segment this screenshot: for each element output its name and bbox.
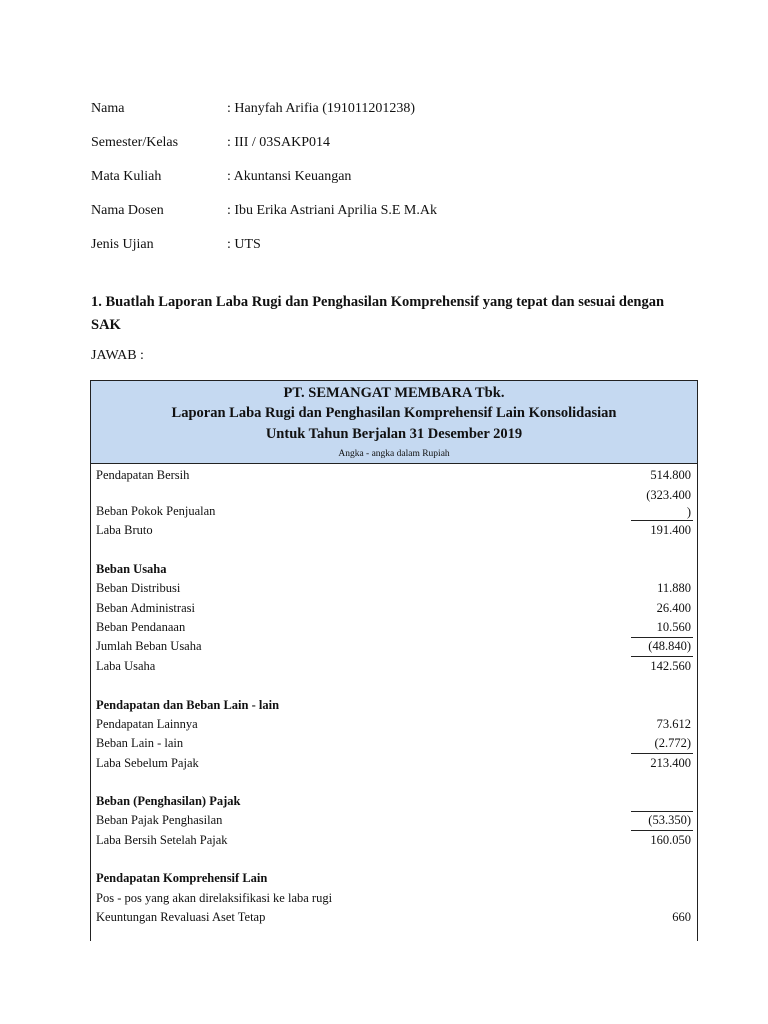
section-heading: Beban (Penghasilan) Pajak (96, 794, 241, 808)
info-row-nama (91, 92, 437, 126)
unit-note: Angka - angka dalam Rupiah (338, 449, 450, 459)
row-label: Laba Sebelum Pajak (96, 756, 199, 770)
info-label: Nama Dosen (91, 203, 164, 218)
row-value: 514.800 (650, 468, 691, 482)
row-value: (2.772) (654, 736, 691, 750)
student-info (91, 92, 437, 262)
info-label: Semester/Kelas (91, 135, 179, 150)
section-heading: Pendapatan dan Beban Lain - lain (96, 698, 280, 712)
row-label: Beban Administrasi (96, 601, 195, 615)
info-label: Jenis Ujian (91, 237, 154, 252)
row-laba-usaha (91, 657, 697, 676)
row-value: (48.840) (648, 639, 691, 653)
row-value: (53.350) (648, 813, 691, 827)
info-row-semester (91, 126, 437, 160)
info-row-jenis-ujian (91, 228, 437, 262)
row-beban-pokok (91, 485, 697, 521)
info-label: Nama (91, 101, 125, 116)
row-beban-pendanaan (91, 618, 697, 637)
row-revaluasi (91, 908, 697, 927)
income-statement (90, 380, 698, 941)
row-label: Pos - pos yang akan direlaksifikasi ke laba rugi (96, 891, 333, 905)
row-laba-sebelum-pajak (91, 754, 697, 773)
section-heading: Pendapatan Komprehensif Lain (96, 871, 268, 885)
row-laba-bruto (91, 521, 697, 540)
row-label: Keuntungan Revaluasi Aset Tetap (96, 910, 266, 924)
row-label: Beban Lain - lain (96, 736, 184, 750)
row-pendapatan-bersih (91, 466, 697, 485)
row-beban-usaha-head (91, 560, 697, 579)
row-value: 11.880 (657, 581, 691, 595)
row-beban-distribusi (91, 579, 697, 598)
row-value: 191.400 (650, 523, 691, 537)
row-value: 142.560 (650, 659, 691, 673)
statement-header (91, 381, 697, 464)
row-value: 160.050 (650, 833, 691, 847)
row-jumlah-beban-usaha (91, 637, 697, 656)
row-label: Beban Distribusi (96, 581, 181, 595)
row-laba-bersih (91, 831, 697, 850)
info-value: : Ibu Erika Astriani Aprilia S.E M.Ak (227, 203, 437, 218)
row-label: Jumlah Beban Usaha (96, 639, 202, 653)
info-row-mata-kuliah (91, 160, 437, 194)
row-value: 73.612 (656, 717, 691, 731)
company-name: PT. SEMANGAT MEMBARA Tbk. (283, 385, 505, 401)
row-lain-head (91, 696, 697, 715)
row-label: Laba Usaha (96, 659, 156, 673)
info-row-dosen (91, 194, 437, 228)
row-value: 10.560 (656, 620, 691, 634)
value-line: ) (686, 505, 691, 519)
statement-title: Laporan Laba Rugi dan Penghasilan Komprehensif Lain Konsolidasian (171, 405, 617, 421)
row-oci-head (91, 869, 697, 888)
row-label: Beban Pokok Penjualan (96, 504, 216, 518)
question-text: 1. Buatlah Laporan Laba Rugi dan Penghasilan Komprehensif yang tepat dan sesuai dengan SAK (91, 294, 665, 333)
info-value: : UTS (227, 237, 261, 252)
section-heading: Beban Usaha (96, 562, 167, 576)
row-label: Laba Bersih Setelah Pajak (96, 833, 228, 847)
row-value (646, 487, 691, 521)
row-label: Beban Pajak Penghasilan (96, 813, 223, 827)
row-label: Pendapatan Bersih (96, 468, 190, 482)
value-line: (323.400 (646, 488, 691, 502)
row-label: Beban Pendanaan (96, 620, 186, 634)
row-value: 213.400 (650, 756, 691, 770)
row-beban-administrasi (91, 599, 697, 618)
info-label: Mata Kuliah (91, 169, 162, 184)
info-value: : Hanyfah Arifia (191011201238) (227, 101, 416, 116)
row-value: 660 (672, 910, 691, 924)
info-value: : III / 03SAKP014 (227, 135, 331, 150)
row-label: Laba Bruto (96, 523, 153, 537)
row-beban-lain (91, 734, 697, 753)
row-pendapatan-lainnya (91, 715, 697, 734)
row-pos-pos (91, 889, 697, 908)
row-pajak-head (91, 792, 697, 811)
answer-label: JAWAB : (91, 348, 144, 363)
row-beban-pajak (91, 811, 697, 830)
row-value: 26.400 (656, 601, 691, 615)
info-value: : Akuntansi Keuangan (227, 169, 352, 184)
row-label: Pendapatan Lainnya (96, 717, 198, 731)
statement-period: Untuk Tahun Berjalan 31 Desember 2019 (265, 426, 523, 442)
